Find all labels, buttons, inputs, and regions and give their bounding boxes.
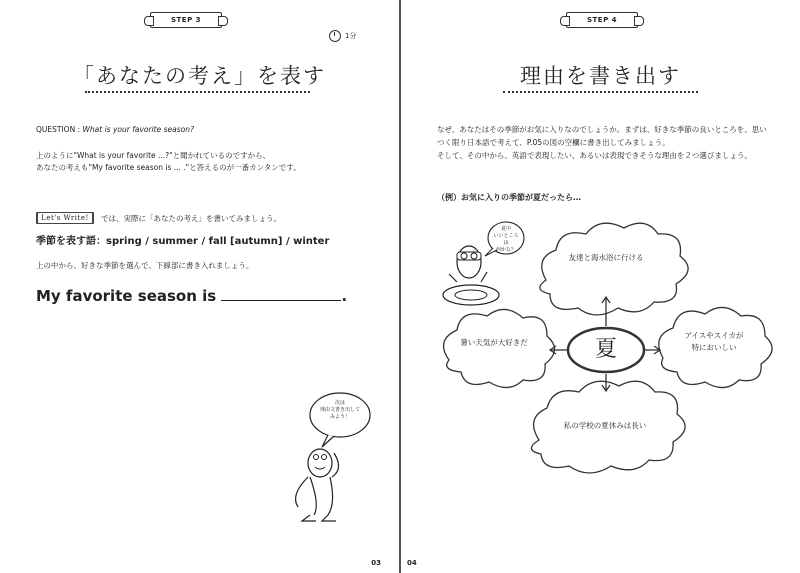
center-word: 夏 (594, 337, 617, 362)
step-banner: STEP 3 (150, 12, 222, 28)
page-number: 04 (407, 559, 417, 567)
intro-line-1: 上のように"What is your favorite ...?"と聞かれているのですから、 (36, 151, 271, 160)
question (36, 124, 194, 136)
question-text: What is your favorite season? (82, 125, 194, 134)
badge-text: では、実際に「あなたの考え」を書いてみましょう。 (101, 214, 281, 223)
timer (329, 30, 356, 42)
body-line-3: そして、その中から、英語で表現したい、あるいは表現できそうな理由を２つ選びましょう。 (437, 151, 752, 160)
cloud-top-label: 友達と海水浴に行ける (568, 253, 644, 262)
page-title: 理由を書き出す (520, 64, 681, 88)
sentence-period: . (341, 287, 348, 305)
cloud-bottom-label: 私の学校の夏休みは長い (563, 421, 647, 430)
instruction: 上の中から、好きな季節を選んで、下線部に書き入れましょう。 (36, 261, 254, 270)
intro-line-2: あなたの考えも"My favorite season is ... ."と答えるのが一番カンタンです。 (36, 163, 301, 172)
step-banner: STEP 4 (566, 12, 638, 28)
right-page (401, 0, 800, 573)
lets-write-badge: Let's Write! (36, 212, 94, 224)
body-line-2: つく限り日本語で考えて、P.05の図の空欄に書き出してみましょう。 (437, 138, 670, 147)
question-prefix: QUESTION : (36, 125, 83, 134)
title-underline (85, 91, 310, 93)
swim-speech: 夏中 いいところは 何かな？ (493, 226, 519, 253)
page-number: 03 (371, 559, 381, 567)
timer-label: 1分 (345, 32, 357, 40)
cloud-top (540, 223, 688, 315)
cloud-right-label: アイスやスイカが 特においしい (684, 331, 744, 352)
title-underline (503, 91, 698, 93)
cloud-left-label: 暑い天気が大好きだ (460, 338, 528, 347)
page-title: 「あなたの考え」を表す (73, 64, 326, 88)
left-page (0, 0, 399, 573)
sentence-text: My favorite season is (36, 287, 217, 305)
example-heading: （例）お気に入りの季節が夏だったら… (437, 193, 581, 202)
season-words: 季節を表す語：spring / summer / fall [autumn] / winter (36, 236, 330, 247)
answer-sentence (36, 286, 347, 306)
mascot-speech: 次は 理由文書き出して みよう！ (319, 400, 360, 420)
timer-icon (329, 30, 341, 42)
answer-blank[interactable] (221, 290, 341, 301)
body-line-1: なぜ、あなたはその季節がお気に入りなのでしょうか。まずは、好きな季節の良いところを、思い (437, 125, 767, 134)
